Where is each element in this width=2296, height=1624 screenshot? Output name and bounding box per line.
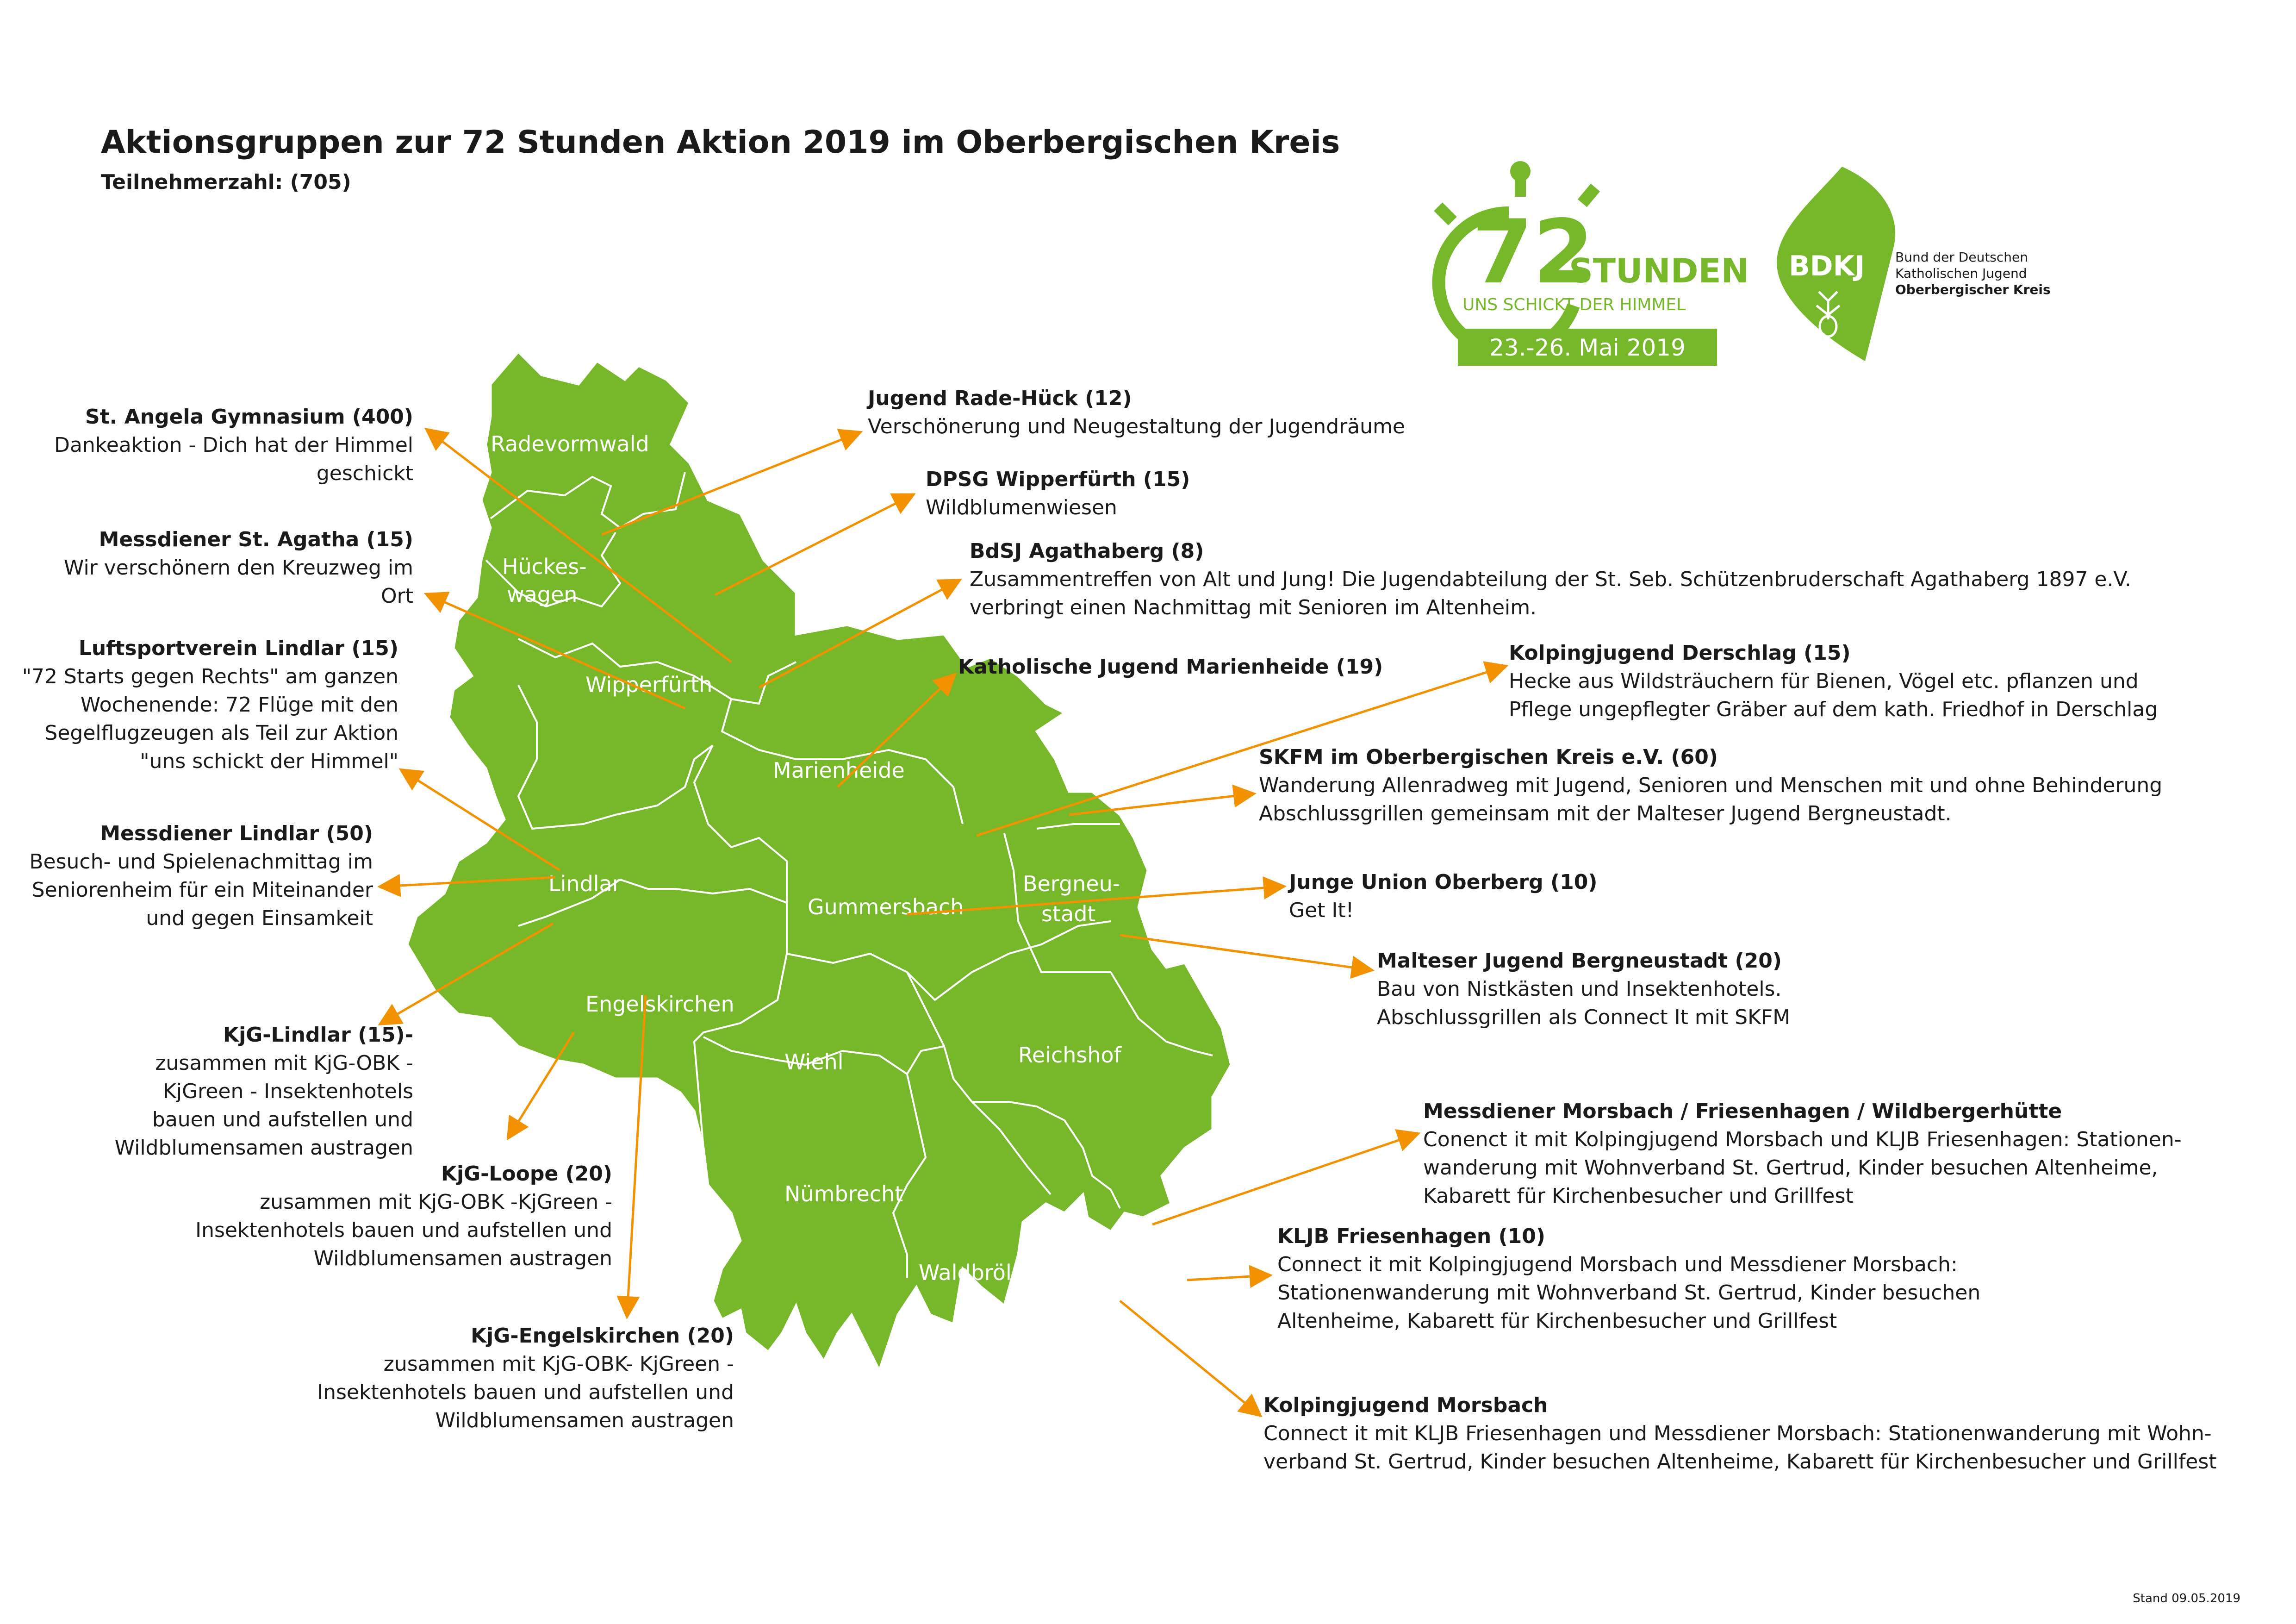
annotation-kolping-derschlag (1509, 639, 2158, 724)
stand-date: Stand 09.05.2019 (2133, 1592, 2240, 1605)
bdkj-line2: Katholischen Jugend (1895, 266, 2027, 281)
region-label-bergneustadt-2: stadt (1041, 901, 1096, 926)
region-label-gummersbach: Gummersbach (808, 894, 964, 919)
annotation-desc: Verschönerung und Neugestaltung der Jugendräume (868, 415, 1405, 438)
annotation-desc: Dankeaktion - Dich hat der Himmel geschickt (54, 433, 413, 485)
region-label-marienheide: Marienheide (773, 758, 905, 783)
annotation-desc: Hecke aus Wildsträuchern für Bienen, Vögel etc. pflanzen und Pflege ungepflegter Gräber auf dem kath. Friedhof in Derschlag (1509, 669, 2158, 721)
logo-bdkj (1773, 167, 2051, 375)
arrow-kljb-friesenhagen (1187, 1275, 1268, 1280)
bdkj-line1: Bund der Deutschen (1895, 250, 2028, 265)
annotation-desc: zusammen mit KjG-OBK- KjGreen - Insektenhotels bauen und aufstellen und Wildblumensamen austragen (317, 1352, 734, 1432)
annotation-kljb-friesenhagen (1277, 1222, 1980, 1335)
annotation-kolping-morsbach (1263, 1391, 2217, 1476)
annotation-desc: zusammen mit KjG-OBK -KjGreen - Insektenhotels bauen und aufstellen und Wildblumensamen austragen (195, 1190, 612, 1270)
annotation-rade-hueck (868, 384, 1405, 441)
annotation-desc: Conenct it mit Kolpingjugend Morsbach und KLJB Friesenhagen: Stationen- wanderung mit Wohnverband St. Gertrud, Kinder besuchen Altenheime, Kabarett für Kirchenbesucher und Grillfest (1423, 1128, 2182, 1208)
annotation-dpsg-wipperfuerth (926, 465, 1190, 522)
annotation-kjg-engelskirchen (317, 1322, 734, 1435)
logo-72-stunden (1398, 157, 1749, 380)
bdkj-abbr: BDKJ (1789, 250, 1865, 282)
region-label-wipperfuerth: Wipperfürth (585, 672, 713, 697)
annotation-desc: Connect it mit Kolpingjugend Morsbach und Messdiener Morsbach: Stationenwanderung mit Wohnverband St. Gertrud, Kinder besuchen Altenheime, Kabarett für Kirchenbesucher und Grillfest (1277, 1253, 1981, 1333)
annotation-desc: Wildblumenwiesen (926, 496, 1117, 519)
region-label-waldbroel: Waldbröl (919, 1260, 1012, 1285)
annotation-desc: Wanderung Allenradweg mit Jugend, Senioren und Menschen mit und ohne Behinderung Abschlussgrillen gemeinsam mit der Malteser Jugend Bergneustadt. (1259, 774, 2163, 825)
annotation-title: Messdiener Lindlar (50) (100, 822, 373, 845)
annotation-title: SKFM im Oberbergischen Kreis e.V. (60) (1259, 745, 1718, 769)
region-label-lindlar: Lindlar (548, 871, 621, 896)
annotation-desc: zusammen mit KjG-OBK - KjGreen - Insektenhotels bauen und aufstellen und Wildblumensamen austragen (114, 1051, 413, 1160)
region-label-nuembrecht: Nümbrecht (784, 1181, 903, 1206)
annotation-malteser (1377, 947, 1790, 1031)
annotation-title: KjG-Loope (20) (441, 1162, 612, 1186)
page-title: Aktionsgruppen zur 72 Stunden Aktion 2019 im Oberbergischen Kreis (101, 124, 1340, 161)
annotation-title: Kolpingjugend Morsbach (1263, 1393, 1548, 1417)
logo72-word: STUNDEN (1569, 251, 1749, 290)
annotation-junge-union (1289, 868, 1597, 924)
region-label-radevormwald: Radevormwald (491, 431, 649, 456)
annotation-kjg-loope (195, 1160, 612, 1273)
logo72-dates: 23.-26. Mai 2019 (1489, 334, 1686, 361)
arrow-kolping-morsbach (1120, 1301, 1259, 1414)
annotation-messdiener-morsbach (1423, 1097, 2182, 1210)
annotation-title: KLJB Friesenhagen (10) (1277, 1224, 1546, 1248)
annotation-title: Malteser Jugend Bergneustadt (20) (1377, 949, 1782, 973)
annotation-title: Jugend Rade-Hück (12) (868, 387, 1132, 410)
bdkj-line3: Oberbergischer Kreis (1895, 282, 2051, 297)
logo72-slogan: UNS SCHICKT DER HIMMEL (1462, 295, 1686, 314)
annotation-bdsj-agathaberg (970, 537, 2131, 622)
annotation-kjg-lindlar (115, 1021, 413, 1162)
annotation-title: KjG-Engelskirchen (20) (471, 1324, 734, 1348)
annotation-title: KjG-Lindlar (15)- (223, 1023, 413, 1047)
annotation-st-angela (54, 403, 413, 487)
annotation-messdiener-lindlar (29, 819, 373, 932)
annotation-desc: Bau von Nistkästen und Insektenhotels. Abschlussgrillen als Connect It mit SKFM (1377, 977, 1791, 1029)
annotation-title: Luftsportverein Lindlar (15) (78, 637, 398, 660)
annotation-title: Junge Union Oberberg (10) (1289, 870, 1598, 894)
annotation-title: Messdiener Morsbach / Friesenhagen / Wildbergerhütte (1423, 1099, 2062, 1123)
annotation-desc: Connect it mit KLJB Friesenhagen und Messdiener Morsbach: Stationenwanderung mit Wohn- verband St. Gertrud, Kinder besuchen Altenheime, Kabarett für Kirchenbesucher und Grillfest (1263, 1422, 2217, 1474)
annotation-lsv-lindlar (22, 634, 398, 775)
annotation-skfm (1259, 743, 2162, 828)
region-label-wiehl: Wiehl (784, 1049, 844, 1074)
region-label-morsbach: Morsbach (1053, 1279, 1156, 1304)
region-label-engelskirchen: Engelskirchen (585, 992, 734, 1017)
region-label-hueckeswagen-1: Hückes- (502, 554, 587, 579)
annotation-desc: Zusammentreffen von Alt und Jung! Die Jugendabteilung der St. Seb. Schützenbruderschaft Agathaberg 1897 e.V. verbringt einen Nachmittag mit Senioren im Altenheim. (970, 568, 2131, 619)
annotation-kj-marienheide (958, 653, 1383, 681)
annotation-title: BdSJ Agathaberg (8) (970, 539, 1204, 563)
annotation-desc: "72 Starts gegen Rechts" am ganzen Wochenende: 72 Flüge mit den Segelflugzeugen als Teil zur Aktion "uns schickt der Himmel" (22, 665, 398, 773)
annotation-title: DPSG Wipperfürth (15) (926, 468, 1190, 491)
arrow-messdiener-morsbach (1152, 1134, 1416, 1224)
annotation-desc: Get It! (1289, 899, 1354, 922)
annotation-title: Kolpingjugend Derschlag (15) (1509, 641, 1851, 665)
logo72-number: 72 (1472, 201, 1594, 303)
region-label-reichshof: Reichshof (1018, 1043, 1121, 1068)
region-label-bergneustadt-1: Bergneu- (1023, 871, 1120, 896)
annotation-desc: Wir verschönern den Kreuzweg im Ort (63, 556, 413, 608)
annotation-desc: Besuch- und Spielenachmittag im Seniorenheim für ein Miteinander und gegen Einsamkeit (29, 850, 373, 930)
participant-count: Teilnehmerzahl: (705) (101, 170, 351, 194)
annotation-title: Katholische Jugend Marienheide (19) (958, 655, 1383, 679)
region-label-hueckeswagen-2: wagen (507, 582, 578, 607)
annotation-title: St. Angela Gymnasium (400) (85, 405, 413, 429)
annotation-messdiener-st-agatha (64, 525, 413, 610)
annotation-title: Messdiener St. Agatha (15) (99, 528, 413, 551)
